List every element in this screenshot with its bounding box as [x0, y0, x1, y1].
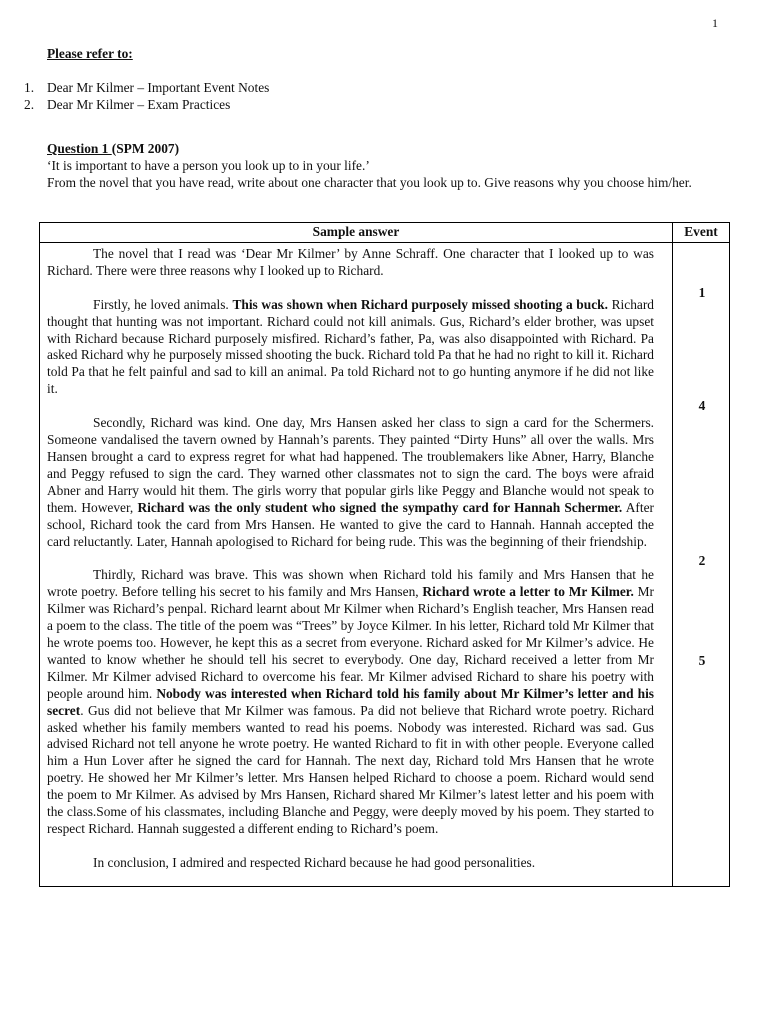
answer-bold-text: Richard was the only student who signed the sympathy card for Hannah Schermer. [137, 499, 623, 515]
sample-answer-header: Sample answer [40, 223, 673, 243]
answer-bold-text: Richard wrote a letter to Mr Kilmer. [422, 584, 634, 600]
sample-answer-table [39, 222, 730, 887]
table-header-row [40, 223, 730, 243]
sample-answer-cell [40, 242, 673, 886]
question-title-underlined: Question 1 [47, 141, 112, 156]
answer-text: The novel that I read was ‘Dear Mr Kilmer’ by Anne Schraff. One character that I looked up to was Richard. There were three reasons why I looked up to Richard. [47, 245, 654, 278]
reference-number: 1. [24, 80, 35, 95]
event-number: 1 [698, 284, 706, 300]
answer-paragraph [47, 246, 654, 280]
reference-list [24, 80, 269, 114]
table-body-row [40, 242, 730, 886]
question-block [47, 141, 717, 192]
reference-number: 2. [24, 97, 35, 112]
question-instruction: From the novel that you have read, write about one character that you look up to. Give reasons why you choose him/her. [47, 174, 692, 190]
answer-paragraph [47, 297, 654, 398]
answer-bold-text: Nobody was interested when Richard told his family about Mr Kilmer’s letter and his secret [47, 685, 654, 718]
answer-text: Firstly, he loved animals. [93, 296, 233, 312]
answer-text: After school, Richard took the card from Mrs Hansen. He wanted to give the card to Hannah. Hannah accepted the card reluctantly. Later, Hannah apologised to Richard for being rude. This was the beginning of their friendship. [47, 499, 654, 549]
answer-text: Richard thought that hunting was not important. Richard could not kill animals. Gus, Richard’s elder brother, was upset with Richard because Richard purposely misfired. Richard’s father, Pa, was also disappointed with Richard. Pa asked Richard why he purposely missed shooting the buck. Richard told Pa that he had no right to kill it. Richard told Pa that he felt painful and sad to kill an animal. Pa told Richard not to go hunting anymore if he did not like it. [47, 296, 654, 397]
question-quote: ‘It is important to have a person you look up to in your life.’ [47, 157, 370, 173]
event-number: 4 [698, 397, 706, 413]
question-year: (SPM 2007) [111, 141, 180, 156]
answer-text: . Gus did not believe that Mr Kilmer was famous. Pa did not believe that Richard wrote poetry. Richard asked whether his family members wanted to read his poems. Nobody was interested. Richard was sad. Gus advised Richard not tell anyone he wrote poetry. He wanted Richard to fit in with other people. Everyone called him a Hun Lover after he signed the card for Hannah. The next day, Richard told Mrs Hansen that he wrote poetry. He showed her Mr Kilmer’s letter. Mrs Hansen helped Richard to choose a poem. Richard would send the poem to Mr Kilmer. As advised by Mrs Hansen, Richard shared Mr Kilmer’s latest letter and his poem with the class.Some of his classmates, including Blanche and Peggy, were deeply moved by his poem. They started to respect Richard. Hannah suggested a different ending to Richard’s poem. [47, 702, 654, 836]
answer-text: Secondly, Richard was kind. One day, Mrs Hansen asked her class to sign a card for the Schermers. Someone vandalised the tavern owned by Hannah’s parents. They painted “Dirty Huns” all over the walls. Mrs Hansen brought a card to express regret for what had happened. The troublemakers like Abner, Harry, Blanche and Peggy refused to sign the card. They warned other classmates not to sign the card. The boys were afraid Abner and Harry would hit them. The girls worry that popular girls like Peggy and Blanche would not speak to them. However, [47, 415, 654, 515]
event-number: 2 [698, 552, 706, 568]
reference-item [24, 97, 269, 114]
answer-text: Mr Kilmer was Richard’s penpal. Richard learnt about Mr Kilmer when Richard’s English teacher, Mrs Hansen read a poem to the class. The title of the poem was “Trees” by Joyce Kilmer. In his letter, Richard told Mr Kilmer that he wrote poems too. However, he kept this as a secret from everyone. Richard asked for Mr Kilmer’s advice. He wanted to know whether he should tell his secret to everybody. One day, Richard received a letter from Mr Kilmer. Mr Kilmer advised Richard to overcome his fear. Mr Kilmer advised Richard to share his poetry with people around him. [47, 584, 655, 701]
answer-bold-text: This was shown when Richard purposely missed shooting a buck. [232, 296, 608, 312]
answer-paragraph [47, 415, 654, 550]
event-cell [673, 242, 730, 886]
answer-text: In conclusion, I admired and respected Richard because he had good personalities. [93, 854, 536, 870]
refer-heading: Please refer to: [47, 46, 133, 61]
event-header: Event [673, 223, 730, 243]
answer-text: Thirdly, Richard was brave. This was shown when Richard told his family and Mrs Hansen that he wrote poetry. Before telling his secret to his family and Mrs Hansen, [47, 567, 654, 600]
answer-paragraph [47, 855, 654, 872]
reference-text: Dear Mr Kilmer – Exam Practices [47, 97, 231, 112]
answer-paragraph [47, 567, 654, 838]
page-number: 1 [712, 16, 718, 30]
event-number: 5 [698, 652, 706, 668]
reference-item [24, 80, 269, 97]
reference-text: Dear Mr Kilmer – Important Event Notes [47, 80, 270, 95]
question-title [47, 141, 717, 158]
